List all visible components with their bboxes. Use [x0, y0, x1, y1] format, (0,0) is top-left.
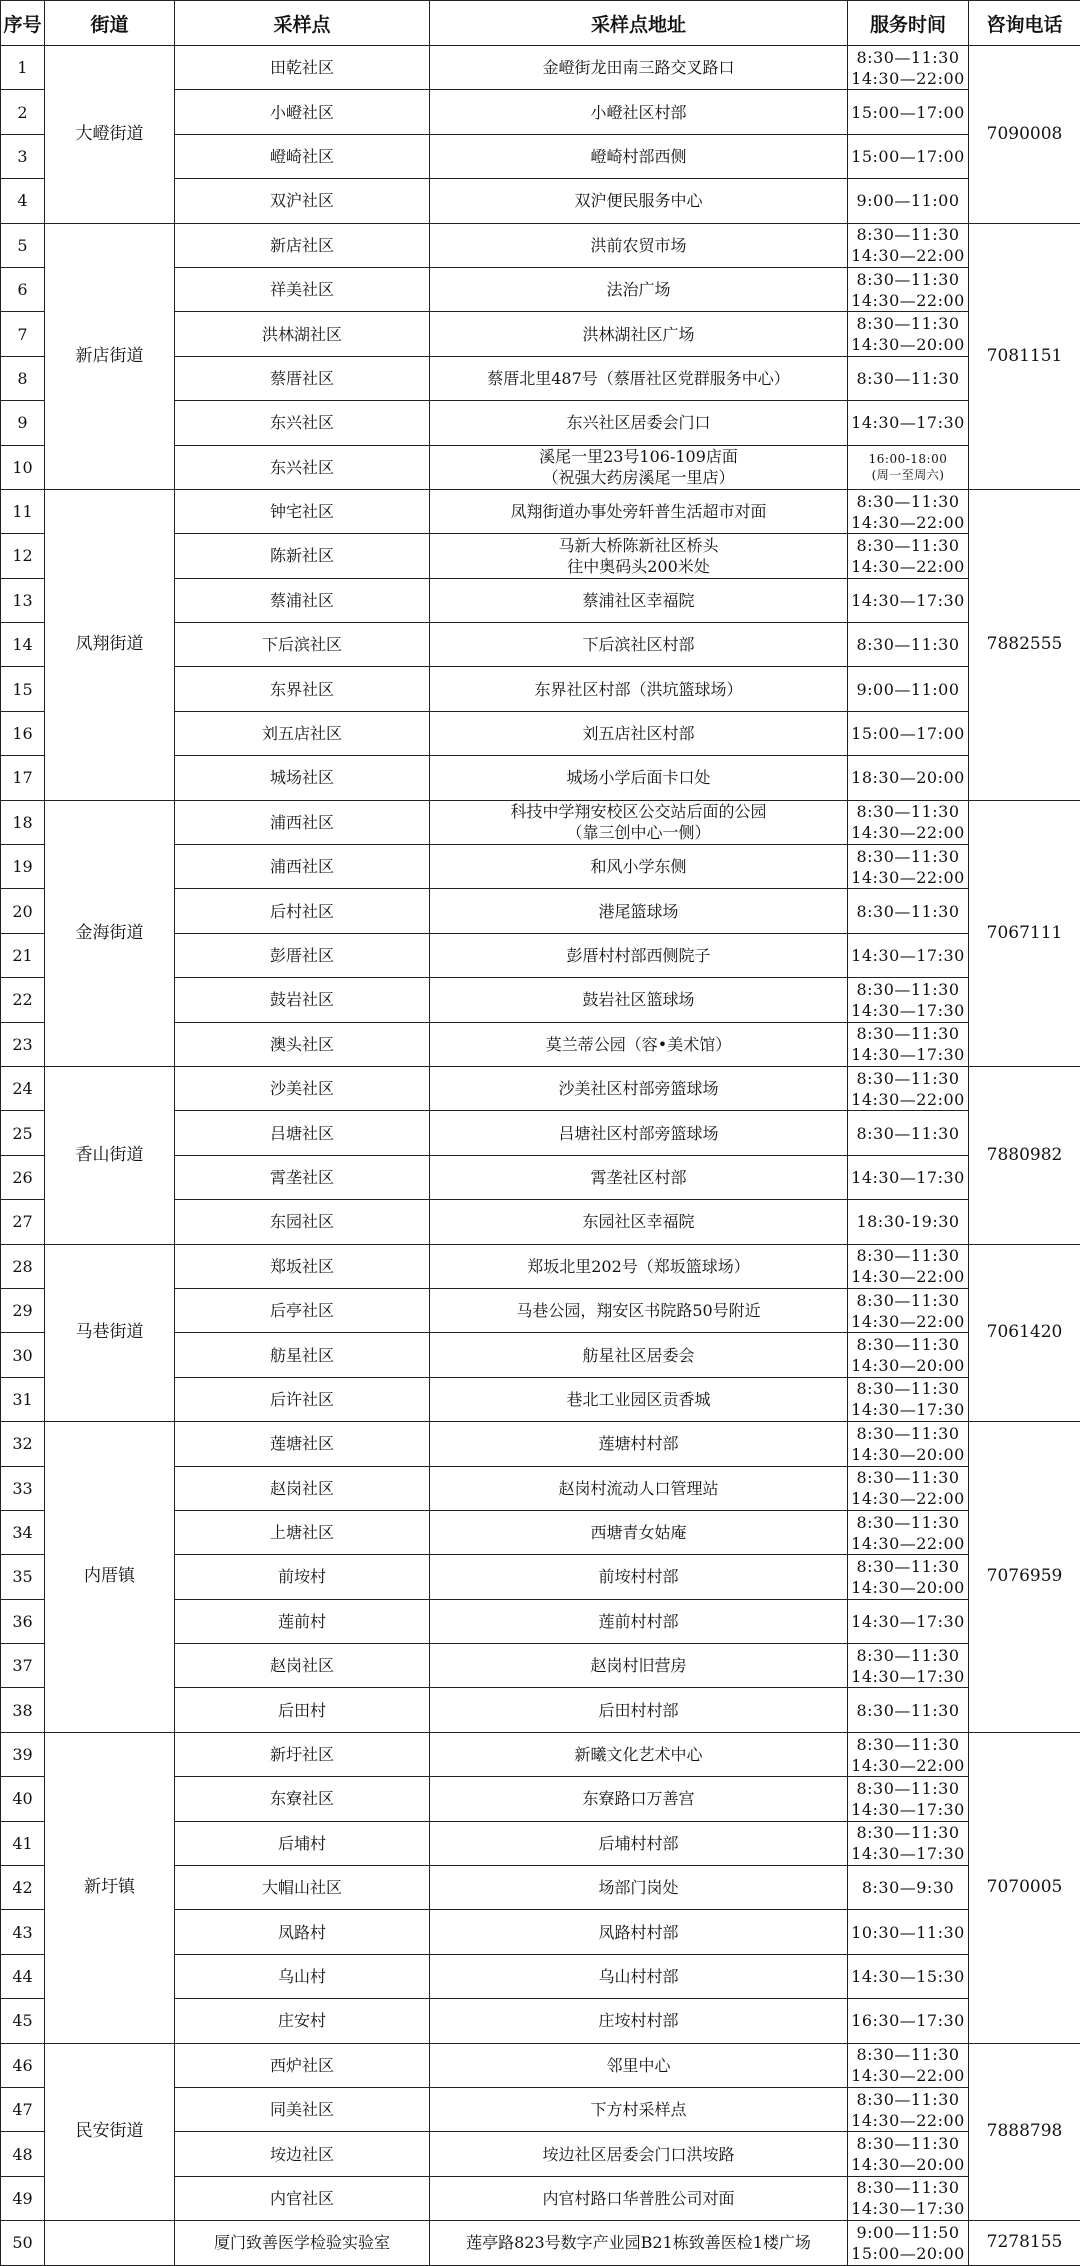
service-time-cell: 8:30—11:30 14:30—22:00 — [848, 1466, 969, 1510]
address-cell: 东寮路口万善宫 — [430, 1777, 848, 1821]
site-cell: 双沪社区 — [175, 179, 430, 223]
service-time-cell: 8:30—11:30 — [848, 889, 969, 933]
phone-cell: 7067111 — [969, 800, 1080, 1066]
site-cell: 霄垄社区 — [175, 1155, 430, 1199]
service-time-cell: 8:30—11:30 14:30—22:00 — [848, 1732, 969, 1776]
service-time-cell: 8:30—11:30 — [848, 356, 969, 400]
site-cell: 浦西社区 — [175, 800, 430, 844]
street-cell: 民安街道 — [45, 2043, 175, 2221]
service-time-cell: 8:30—11:30 14:30—20:00 — [848, 1555, 969, 1599]
row-number: 42 — [1, 1866, 45, 1910]
service-time-cell: 14:30—17:30 — [848, 933, 969, 977]
street-cell: 金海街道 — [45, 800, 175, 1066]
service-time-cell: 8:30—11:30 14:30—22:00 — [848, 845, 969, 889]
table-row — [1, 1066, 1080, 1110]
site-cell: 洪林湖社区 — [175, 312, 430, 356]
row-number: 35 — [1, 1555, 45, 1599]
address-cell: 前垵村村部 — [430, 1555, 848, 1599]
service-time-cell: 8:30—11:30 14:30—22:00 — [848, 46, 969, 90]
service-time-cell: 8:30—11:30 14:30—17:30 — [848, 1644, 969, 1688]
phone-cell: 7070005 — [969, 1732, 1080, 2043]
site-cell: 后村社区 — [175, 889, 430, 933]
service-time-cell: 10:30—11:30 — [848, 1910, 969, 1954]
phone-cell: 7882555 — [969, 489, 1080, 800]
site-cell: 大帽山社区 — [175, 1866, 430, 1910]
site-cell: 东兴社区 — [175, 445, 430, 489]
service-time-cell: 8:30—11:30 — [848, 1111, 969, 1155]
row-number: 37 — [1, 1644, 45, 1688]
address-cell: 霄垄社区村部 — [430, 1155, 848, 1199]
row-number: 26 — [1, 1155, 45, 1199]
address-cell: 蔡厝北里487号（蔡厝社区党群服务中心） — [430, 356, 848, 400]
table-row — [1, 800, 1080, 844]
service-time-cell: 9:00—11:00 — [848, 667, 969, 711]
street-cell: 新圩镇 — [45, 1732, 175, 2043]
phone-cell: 7090008 — [969, 46, 1080, 224]
address-cell: 蔡浦社区幸福院 — [430, 578, 848, 622]
address-cell: 新曦文化艺术中心 — [430, 1732, 848, 1776]
row-number: 28 — [1, 1244, 45, 1288]
row-number: 36 — [1, 1599, 45, 1643]
row-number: 43 — [1, 1910, 45, 1954]
service-time-cell: 8:30—11:30 14:30—20:00 — [848, 1422, 969, 1466]
address-cell: 乌山村村部 — [430, 1954, 848, 1998]
header-no: 序号 — [1, 1, 45, 46]
address-cell: 溪尾一里23号106-109店面 （祝强大药房溪尾一里店） — [430, 445, 848, 489]
street-cell: 新店街道 — [45, 223, 175, 489]
service-time-cell: 18:30—20:00 — [848, 756, 969, 800]
header-phone: 咨询电话 — [969, 1, 1080, 46]
site-cell: 浦西社区 — [175, 845, 430, 889]
address-cell: 洪前农贸市场 — [430, 223, 848, 267]
address-cell: 城场小学后面卡口处 — [430, 756, 848, 800]
service-time-cell: 8:30—11:30 14:30—22:00 — [848, 267, 969, 311]
site-cell: 城场社区 — [175, 756, 430, 800]
row-number: 3 — [1, 134, 45, 178]
site-cell: 蔡浦社区 — [175, 578, 430, 622]
row-number: 41 — [1, 1821, 45, 1865]
address-cell: 东园社区幸福院 — [430, 1200, 848, 1244]
row-number: 19 — [1, 845, 45, 889]
service-time-cell: 8:30—11:30 14:30—22:00 — [848, 489, 969, 533]
address-cell: 东界社区村部（洪坑篮球场） — [430, 667, 848, 711]
service-time-cell: 8:30—11:30 14:30—17:30 — [848, 1777, 969, 1821]
row-number: 14 — [1, 623, 45, 667]
site-cell: 澳头社区 — [175, 1022, 430, 1066]
service-time-cell: 15:00—17:00 — [848, 90, 969, 134]
site-cell: 厦门致善医学检验实验室 — [175, 2221, 430, 2265]
row-number: 44 — [1, 1954, 45, 1998]
row-number: 29 — [1, 1288, 45, 1332]
address-cell: 科技中学翔安校区公交站后面的公园 （靠三创中心一侧） — [430, 800, 848, 844]
phone-cell: 7081151 — [969, 223, 1080, 489]
service-time-cell: 8:30—11:30 14:30—20:00 — [848, 2132, 969, 2176]
row-number: 1 — [1, 46, 45, 90]
site-cell: 东界社区 — [175, 667, 430, 711]
phone-cell: 7061420 — [969, 1244, 1080, 1422]
header-address: 采样点地址 — [430, 1, 848, 46]
site-cell: 赵岗社区 — [175, 1644, 430, 1688]
address-cell: 凤翔街道办事处旁轩普生活超市对面 — [430, 489, 848, 533]
service-time-cell: 8:30—11:30 14:30—17:30 — [848, 978, 969, 1022]
service-time-cell: 8:30—11:30 14:30—20:00 — [848, 312, 969, 356]
service-time-cell: 8:30—11:30 14:30—22:00 — [848, 1244, 969, 1288]
site-cell: 郑坂社区 — [175, 1244, 430, 1288]
address-cell: 刘五店社区村部 — [430, 711, 848, 755]
row-number: 27 — [1, 1200, 45, 1244]
row-number: 21 — [1, 933, 45, 977]
address-cell: 港尾篮球场 — [430, 889, 848, 933]
site-cell: 刘五店社区 — [175, 711, 430, 755]
row-number: 23 — [1, 1022, 45, 1066]
service-time-cell: 14:30—17:30 — [848, 578, 969, 622]
address-cell: 赵岗村旧营房 — [430, 1644, 848, 1688]
service-time-cell: 8:30—11:30 14:30—17:30 — [848, 1377, 969, 1421]
address-cell: 莲前村村部 — [430, 1599, 848, 1643]
row-number: 18 — [1, 800, 45, 844]
service-time-cell: 8:30—11:30 14:30—20:00 — [848, 1333, 969, 1377]
header-site: 采样点 — [175, 1, 430, 46]
service-time-cell: 16:00-18:00 (周一至周六) — [848, 445, 969, 489]
row-number: 6 — [1, 267, 45, 311]
site-cell: 鼓岩社区 — [175, 978, 430, 1022]
site-cell: 彭厝社区 — [175, 933, 430, 977]
site-cell: 垵边社区 — [175, 2132, 430, 2176]
address-cell: 内官村路口华普胜公司对面 — [430, 2176, 848, 2220]
phone-cell: 7880982 — [969, 1066, 1080, 1244]
address-cell: 马新大桥陈新社区桥头 往中奥码头200米处 — [430, 534, 848, 578]
service-time-cell: 8:30—11:30 — [848, 1688, 969, 1732]
street-cell — [45, 2221, 175, 2265]
address-cell: 东兴社区居委会门口 — [430, 401, 848, 445]
site-cell: 舫星社区 — [175, 1333, 430, 1377]
address-cell: 鼓岩社区篮球场 — [430, 978, 848, 1022]
service-time-cell: 15:00—17:00 — [848, 134, 969, 178]
site-cell: 东兴社区 — [175, 401, 430, 445]
row-number: 22 — [1, 978, 45, 1022]
site-cell: 前垵村 — [175, 1555, 430, 1599]
site-cell: 嶝崎社区 — [175, 134, 430, 178]
row-number: 34 — [1, 1510, 45, 1554]
row-number: 8 — [1, 356, 45, 400]
table-row — [1, 2043, 1080, 2087]
street-cell: 凤翔街道 — [45, 489, 175, 800]
header-service-time: 服务时间 — [848, 1, 969, 46]
street-cell: 大嶝街道 — [45, 46, 175, 224]
site-cell: 后田村 — [175, 1688, 430, 1732]
table-row — [1, 46, 1080, 90]
address-cell: 彭厝村村部西侧院子 — [430, 933, 848, 977]
site-cell: 后许社区 — [175, 1377, 430, 1421]
table-row — [1, 1732, 1080, 1776]
row-number: 11 — [1, 489, 45, 533]
row-number: 9 — [1, 401, 45, 445]
address-cell: 法治广场 — [430, 267, 848, 311]
row-number: 39 — [1, 1732, 45, 1776]
address-cell: 后埔村村部 — [430, 1821, 848, 1865]
address-cell: 马巷公园，翔安区书院路50号附近 — [430, 1288, 848, 1332]
table-row — [1, 1422, 1080, 1466]
site-cell: 田乾社区 — [175, 46, 430, 90]
service-time-cell: 8:30—11:30 14:30—22:00 — [848, 1066, 969, 1110]
site-cell: 蔡厝社区 — [175, 356, 430, 400]
service-time-cell: 15:00—17:00 — [848, 711, 969, 755]
address-cell: 洪林湖社区广场 — [430, 312, 848, 356]
address-cell: 莫兰蒂公园（容•美术馆） — [430, 1022, 848, 1066]
service-time-cell: 8:30—9:30 — [848, 1866, 969, 1910]
address-cell: 庄垵村村部 — [430, 1999, 848, 2043]
site-cell: 小嶝社区 — [175, 90, 430, 134]
address-cell: 赵岗村流动人口管理站 — [430, 1466, 848, 1510]
service-time-cell: 8:30—11:30 14:30—22:00 — [848, 534, 969, 578]
address-cell: 吕塘社区村部旁篮球场 — [430, 1111, 848, 1155]
row-number: 4 — [1, 179, 45, 223]
service-time-cell: 8:30—11:30 — [848, 623, 969, 667]
service-time-cell: 8:30—11:30 14:30—17:30 — [848, 1821, 969, 1865]
street-cell: 内厝镇 — [45, 1422, 175, 1733]
address-cell: 舫星社区居委会 — [430, 1333, 848, 1377]
site-cell: 同美社区 — [175, 2087, 430, 2131]
service-time-cell: 8:30—11:30 14:30—17:30 — [848, 2176, 969, 2220]
phone-cell: 7278155 — [969, 2221, 1080, 2265]
row-number: 5 — [1, 223, 45, 267]
service-time-cell: 18:30-19:30 — [848, 1200, 969, 1244]
row-number: 49 — [1, 2176, 45, 2220]
site-cell: 吕塘社区 — [175, 1111, 430, 1155]
address-cell: 后田村村部 — [430, 1688, 848, 1732]
street-cell: 马巷街道 — [45, 1244, 175, 1422]
site-cell: 凤路村 — [175, 1910, 430, 1954]
phone-cell: 7888798 — [969, 2043, 1080, 2221]
table-row — [1, 1244, 1080, 1288]
service-time-cell: 14:30—15:30 — [848, 1954, 969, 1998]
site-cell: 新圩社区 — [175, 1732, 430, 1776]
site-cell: 莲塘社区 — [175, 1422, 430, 1466]
row-number: 40 — [1, 1777, 45, 1821]
row-number: 20 — [1, 889, 45, 933]
site-cell: 上塘社区 — [175, 1510, 430, 1554]
address-cell: 郑坂北里202号（郑坂篮球场） — [430, 1244, 848, 1288]
row-number: 17 — [1, 756, 45, 800]
row-number: 13 — [1, 578, 45, 622]
address-cell: 邻里中心 — [430, 2043, 848, 2087]
address-cell: 沙美社区村部旁篮球场 — [430, 1066, 848, 1110]
service-time-cell: 14:30—17:30 — [848, 1155, 969, 1199]
site-cell: 乌山村 — [175, 1954, 430, 1998]
service-time-cell: 8:30—11:30 14:30—22:00 — [848, 2087, 969, 2131]
address-cell: 和风小学东侧 — [430, 845, 848, 889]
table-body — [1, 46, 1080, 2266]
row-number: 31 — [1, 1377, 45, 1421]
address-cell: 莲塘村村部 — [430, 1422, 848, 1466]
row-number: 12 — [1, 534, 45, 578]
table-row — [1, 489, 1080, 533]
row-number: 16 — [1, 711, 45, 755]
address-cell: 巷北工业园区贡香城 — [430, 1377, 848, 1421]
row-number: 30 — [1, 1333, 45, 1377]
site-cell: 下后滨社区 — [175, 623, 430, 667]
address-cell: 金嶝街龙田南三路交叉路口 — [430, 46, 848, 90]
row-number: 10 — [1, 445, 45, 489]
row-number: 32 — [1, 1422, 45, 1466]
service-time-cell: 16:30—17:30 — [848, 1999, 969, 2043]
site-cell: 新店社区 — [175, 223, 430, 267]
service-time-cell: 8:30—11:30 14:30—17:30 — [848, 1022, 969, 1066]
service-time-cell: 8:30—11:30 14:30—22:00 — [848, 800, 969, 844]
service-time-cell: 8:30—11:30 14:30—22:00 — [848, 1510, 969, 1554]
header-street: 街道 — [45, 1, 175, 46]
service-time-cell: 14:30—17:30 — [848, 1599, 969, 1643]
row-number: 38 — [1, 1688, 45, 1732]
address-cell: 嶝崎村部西侧 — [430, 134, 848, 178]
service-time-cell: 8:30—11:30 14:30—22:00 — [848, 223, 969, 267]
row-number: 2 — [1, 90, 45, 134]
table-row — [1, 2221, 1080, 2265]
address-cell: 西塘青女姑庵 — [430, 1510, 848, 1554]
row-number: 46 — [1, 2043, 45, 2087]
phone-cell: 7076959 — [969, 1422, 1080, 1733]
row-number: 48 — [1, 2132, 45, 2176]
site-cell: 莲前村 — [175, 1599, 430, 1643]
site-cell: 庄安村 — [175, 1999, 430, 2043]
address-cell: 莲亭路823号数字产业园B21栋致善医检1楼广场 — [430, 2221, 848, 2265]
header-row — [1, 1, 1080, 46]
address-cell: 下后滨社区村部 — [430, 623, 848, 667]
row-number: 47 — [1, 2087, 45, 2131]
street-cell: 香山街道 — [45, 1066, 175, 1244]
address-cell: 小嶝社区村部 — [430, 90, 848, 134]
site-cell: 东园社区 — [175, 1200, 430, 1244]
service-time-cell: 9:00—11:00 — [848, 179, 969, 223]
site-cell: 后亭社区 — [175, 1288, 430, 1332]
service-time-cell: 9:00—11:50 15:00—20:00 — [848, 2221, 969, 2265]
row-number: 33 — [1, 1466, 45, 1510]
row-number: 50 — [1, 2221, 45, 2265]
site-cell: 东寮社区 — [175, 1777, 430, 1821]
site-cell: 赵岗社区 — [175, 1466, 430, 1510]
site-cell: 后埔村 — [175, 1821, 430, 1865]
site-cell: 钟宅社区 — [175, 489, 430, 533]
row-number: 7 — [1, 312, 45, 356]
site-cell: 祥美社区 — [175, 267, 430, 311]
address-cell: 双沪便民服务中心 — [430, 179, 848, 223]
service-time-cell: 8:30—11:30 14:30—22:00 — [848, 2043, 969, 2087]
row-number: 45 — [1, 1999, 45, 2043]
site-cell: 沙美社区 — [175, 1066, 430, 1110]
row-number: 15 — [1, 667, 45, 711]
service-time-cell: 14:30—17:30 — [848, 401, 969, 445]
address-cell: 下方村采样点 — [430, 2087, 848, 2131]
address-cell: 场部门岗处 — [430, 1866, 848, 1910]
address-cell: 垵边社区居委会门口洪垵路 — [430, 2132, 848, 2176]
row-number: 25 — [1, 1111, 45, 1155]
row-number: 24 — [1, 1066, 45, 1110]
table-row — [1, 223, 1080, 267]
site-cell: 陈新社区 — [175, 534, 430, 578]
service-time-cell: 8:30—11:30 14:30—22:00 — [848, 1288, 969, 1332]
site-cell: 西炉社区 — [175, 2043, 430, 2087]
address-cell: 凤路村村部 — [430, 1910, 848, 1954]
site-cell: 内官社区 — [175, 2176, 430, 2220]
